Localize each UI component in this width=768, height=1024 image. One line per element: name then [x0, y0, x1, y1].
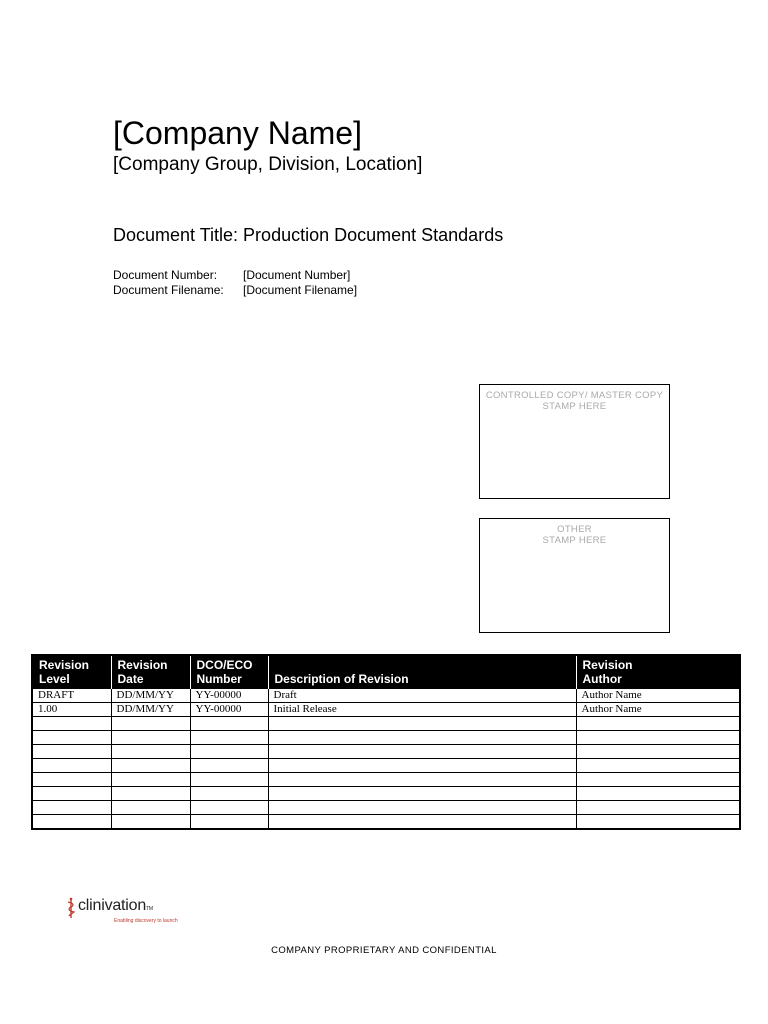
- controlled-copy-stamp-line2: STAMP HERE: [542, 401, 607, 412]
- table-cell: DD/MM/YY: [111, 703, 190, 717]
- table-cell: [111, 801, 190, 815]
- document-meta: [113, 268, 357, 298]
- document-number-value: [Document Number]: [243, 268, 351, 282]
- table-cell: [32, 745, 111, 759]
- table-cell: Author Name: [576, 703, 740, 717]
- table-cell: [32, 759, 111, 773]
- table-cell: [32, 815, 111, 830]
- table-cell: Author Name: [576, 689, 740, 703]
- table-cell: [190, 801, 268, 815]
- table-cell: [268, 717, 576, 731]
- table-cell: [32, 731, 111, 745]
- table-cell: [576, 773, 740, 787]
- header-revision-date: Revision Date: [111, 655, 190, 689]
- document-filename-row: [113, 283, 357, 298]
- table-cell: [111, 787, 190, 801]
- footer-confidential: COMPANY PROPRIETARY AND CONFIDENTIAL: [271, 945, 497, 956]
- table-row: [32, 801, 740, 815]
- caduceus-icon: [66, 897, 76, 919]
- table-cell: [190, 731, 268, 745]
- table-cell: [576, 717, 740, 731]
- table-row: [32, 787, 740, 801]
- table-cell: [32, 787, 111, 801]
- header-revision-level: Revision Level: [32, 655, 111, 689]
- header-dco-eco-number: DCO/ECO Number: [190, 655, 268, 689]
- controlled-copy-stamp-box: [479, 384, 670, 499]
- table-cell: YY-00000: [190, 689, 268, 703]
- logo-name: clinivation: [78, 897, 147, 914]
- table-cell: [111, 745, 190, 759]
- table-cell: [576, 731, 740, 745]
- controlled-copy-stamp-line1: CONTROLLED COPY/ MASTER COPY: [485, 390, 664, 401]
- company-name: [Company Name]: [113, 115, 362, 151]
- table-cell: [190, 759, 268, 773]
- table-cell: [268, 815, 576, 830]
- table-cell: [576, 787, 740, 801]
- table-cell: [190, 787, 268, 801]
- table-cell: [268, 731, 576, 745]
- table-cell: [190, 815, 268, 830]
- table-cell: [268, 787, 576, 801]
- table-cell: [111, 815, 190, 830]
- revision-table: [31, 654, 741, 830]
- other-stamp-line2: STAMP HERE: [542, 535, 607, 546]
- company-group: [Company Group, Division, Location]: [113, 154, 423, 175]
- table-cell: DD/MM/YY: [111, 689, 190, 703]
- table-cell: [111, 731, 190, 745]
- table-cell: [268, 801, 576, 815]
- document-title: Document Title: Production Document Standards: [113, 225, 504, 245]
- table-cell: [190, 745, 268, 759]
- table-row: [32, 745, 740, 759]
- clinivation-logo: [66, 897, 178, 924]
- table-cell: [576, 745, 740, 759]
- table-cell: [111, 717, 190, 731]
- table-cell: 1.00: [32, 703, 111, 717]
- table-row: [32, 759, 740, 773]
- table-row: [32, 815, 740, 830]
- table-row: [32, 773, 740, 787]
- header-revision-author: Revision Author: [576, 655, 740, 689]
- document-filename-value: [Document Filename]: [243, 283, 358, 297]
- table-row: [32, 703, 740, 717]
- table-cell: Draft: [268, 689, 576, 703]
- logo-tagline: Enabling discovery to launch: [114, 918, 178, 924]
- table-cell: [576, 759, 740, 773]
- other-stamp-line1: OTHER: [557, 524, 592, 535]
- document-number-label: Document Number:: [113, 268, 218, 282]
- document-filename-label: Document Filename:: [113, 283, 224, 297]
- header-description: Description of Revision: [268, 655, 576, 689]
- logo-tm: TM: [146, 906, 153, 912]
- table-row: [32, 689, 740, 703]
- table-row: [32, 717, 740, 731]
- table-cell: YY-00000: [190, 703, 268, 717]
- table-cell: Initial Release: [268, 703, 576, 717]
- table-row: [32, 731, 740, 745]
- table-cell: [190, 773, 268, 787]
- table-cell: [111, 773, 190, 787]
- table-cell: [111, 759, 190, 773]
- table-cell: [268, 759, 576, 773]
- table-cell: [576, 815, 740, 830]
- table-cell: [268, 773, 576, 787]
- table-cell: [190, 717, 268, 731]
- document-number-row: [113, 268, 357, 283]
- table-cell: [32, 801, 111, 815]
- table-cell: [576, 801, 740, 815]
- revision-table-header: [32, 655, 740, 689]
- logo-wordmark: [78, 897, 178, 924]
- table-cell: [32, 717, 111, 731]
- table-cell: [268, 745, 576, 759]
- table-cell: DRAFT: [32, 689, 111, 703]
- other-stamp-box: [479, 518, 670, 633]
- table-cell: [32, 773, 111, 787]
